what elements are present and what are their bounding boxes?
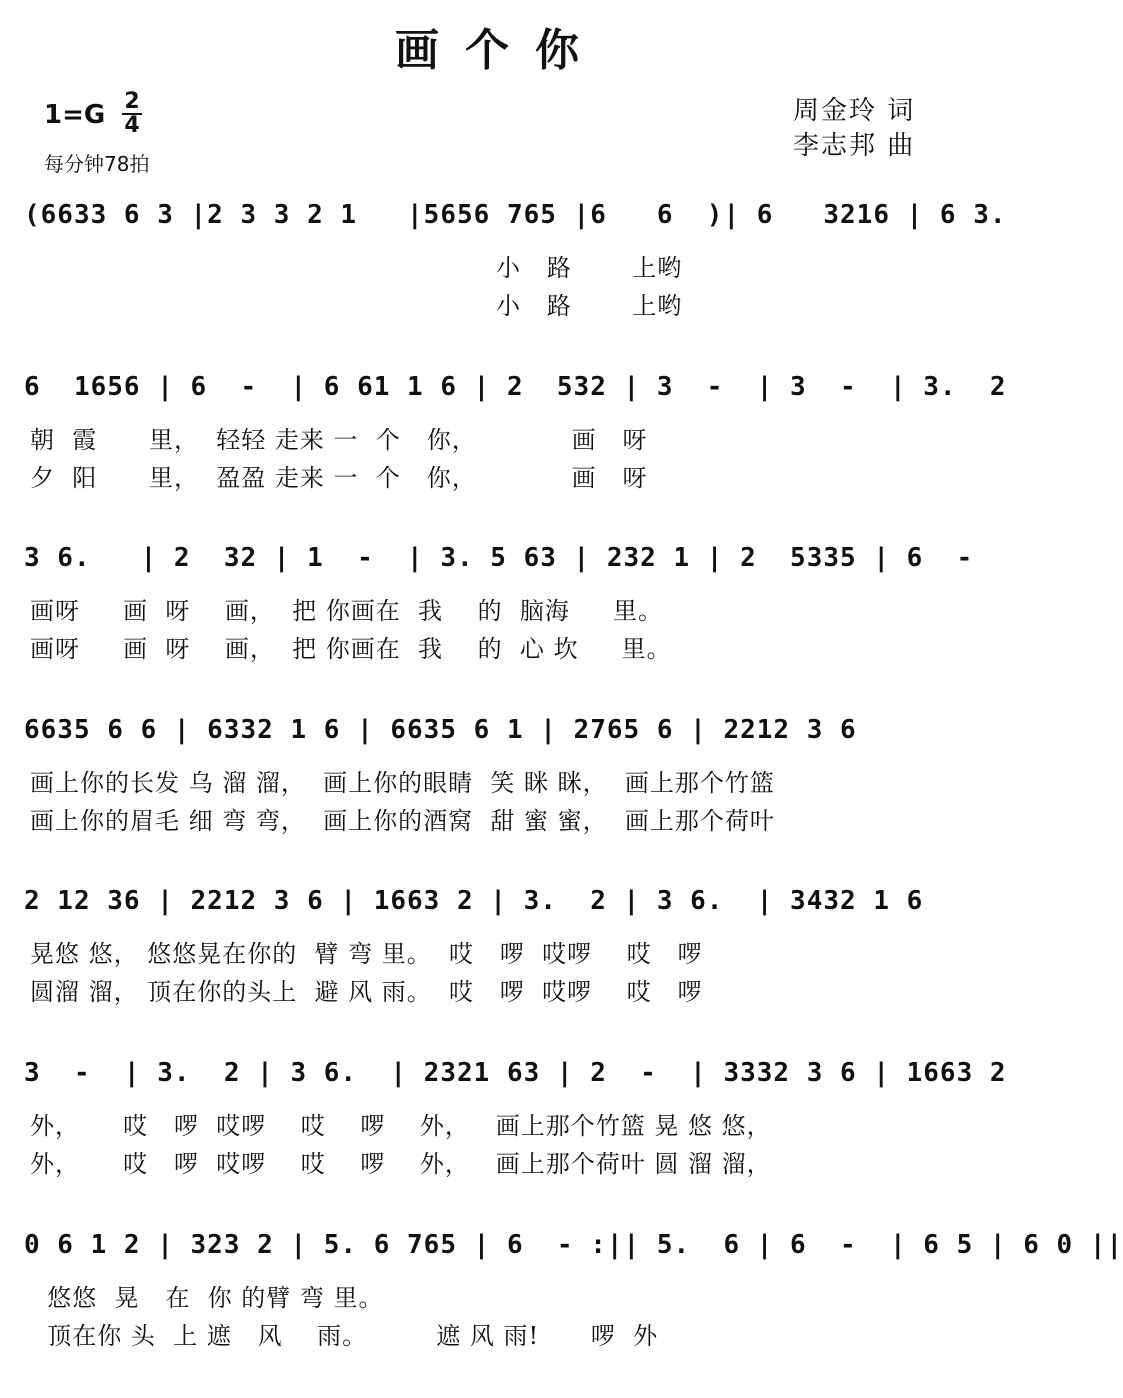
notation-line: 0 6 1 2 | 323 2 | 5. 6 765 | 6 - :|| 5. 6 | 6 - | 6 5 | 6 0 || bbox=[24, 1230, 1123, 1260]
notation-line: 6635 6 6 | 6332 1 6 | 6635 6 1 | 2765 6 | 2212 3 6 bbox=[24, 715, 874, 745]
lyrics-verse-1: 画呀 画 呀 画， 把 你画在 我 的 脑海 里。 bbox=[30, 597, 663, 625]
score-system-1 bbox=[0, 198, 1107, 368]
key-text: 1=G bbox=[44, 100, 106, 130]
tempo-marking: 每分钟78拍 bbox=[44, 152, 150, 176]
composer-credit: 李志邦 曲 bbox=[793, 131, 916, 161]
lyrics-verse-2: 顶在你 头 上 遮 风 雨。 遮 风 雨! 啰 外 bbox=[30, 1322, 659, 1350]
notation-line: 2 12 36 | 2212 3 6 | 1663 2 | 3. 2 | 3 6. | 3432 1 6 bbox=[24, 886, 940, 916]
score-system-7 bbox=[0, 1228, 1123, 1398]
song-title: 画个你 bbox=[395, 25, 605, 76]
lyrics-verse-2: 夕 阳 里， 盈盈 走来 一 个 你， 画 呀 bbox=[30, 464, 648, 492]
lyricist-credit: 周金玲 词 bbox=[793, 96, 916, 126]
lyrics-verse-2: 圆溜 溜， 顶在你的头上 避 风 雨。 哎 啰 哎啰 哎 啰 bbox=[30, 978, 703, 1006]
notation-line: (6633 6 3 |2 3 3 2 1 |5656 765 |6 6 )| 6 3216 | 6 3. bbox=[24, 200, 1107, 230]
lyrics-verse-1: 小 路 上哟 bbox=[30, 254, 683, 282]
lyrics-verse-2: 画上你的眉毛 细 弯 弯， 画上你的酒窝 甜 蜜 蜜， 画上那个荷叶 bbox=[30, 807, 775, 835]
score-system-6 bbox=[0, 1056, 1024, 1226]
lyrics-verse-1: 画上你的长发 乌 溜 溜， 画上你的眼睛 笑 眯 眯， 画上那个竹篮 bbox=[30, 769, 775, 797]
lyrics-verse-1: 晃悠 悠， 悠悠晃在你的 臂 弯 里。 哎 啰 哎啰 哎 啰 bbox=[30, 940, 703, 968]
time-signature bbox=[122, 89, 142, 138]
score-system-2 bbox=[0, 370, 1024, 540]
notation-line: 6 1656 | 6 - | 6 61 1 6 | 2 532 | 3 - | 3 - | 3. 2 bbox=[24, 372, 1024, 402]
lyrics-verse-1: 朝 霞 里， 轻轻 走来 一 个 你， 画 呀 bbox=[30, 426, 648, 454]
score-system-5 bbox=[0, 884, 1000, 1054]
lyrics-verse-2: 小 路 上哟 bbox=[30, 292, 683, 320]
time-top: 2 bbox=[124, 89, 140, 114]
score-system-4 bbox=[0, 713, 1000, 883]
score-system-3 bbox=[0, 541, 1007, 711]
lyrics-verse-2: 外， 哎 啰 哎啰 哎 啰 外， 画上那个荷叶 圆 溜 溜， bbox=[30, 1150, 772, 1178]
key-signature bbox=[44, 100, 105, 130]
lyrics-verse-1: 悠悠 晃 在 你 的臂 弯 里。 bbox=[30, 1284, 384, 1312]
time-bottom: 4 bbox=[124, 113, 140, 138]
lyrics-verse-2: 画呀 画 呀 画， 把 你画在 我 的 心 坎 里。 bbox=[30, 635, 672, 663]
lyrics-verse-1: 外， 哎 啰 哎啰 哎 啰 外， 画上那个竹篮 晃 悠 悠， bbox=[30, 1112, 772, 1140]
notation-line: 3 - | 3. 2 | 3 6. | 2321 63 | 2 - | 3332 3 6 | 1663 2 bbox=[24, 1058, 1024, 1088]
notation-line: 3 6. | 2 32 | 1 - | 3. 5 63 | 232 1 | 2 5335 | 6 - bbox=[24, 543, 1007, 573]
